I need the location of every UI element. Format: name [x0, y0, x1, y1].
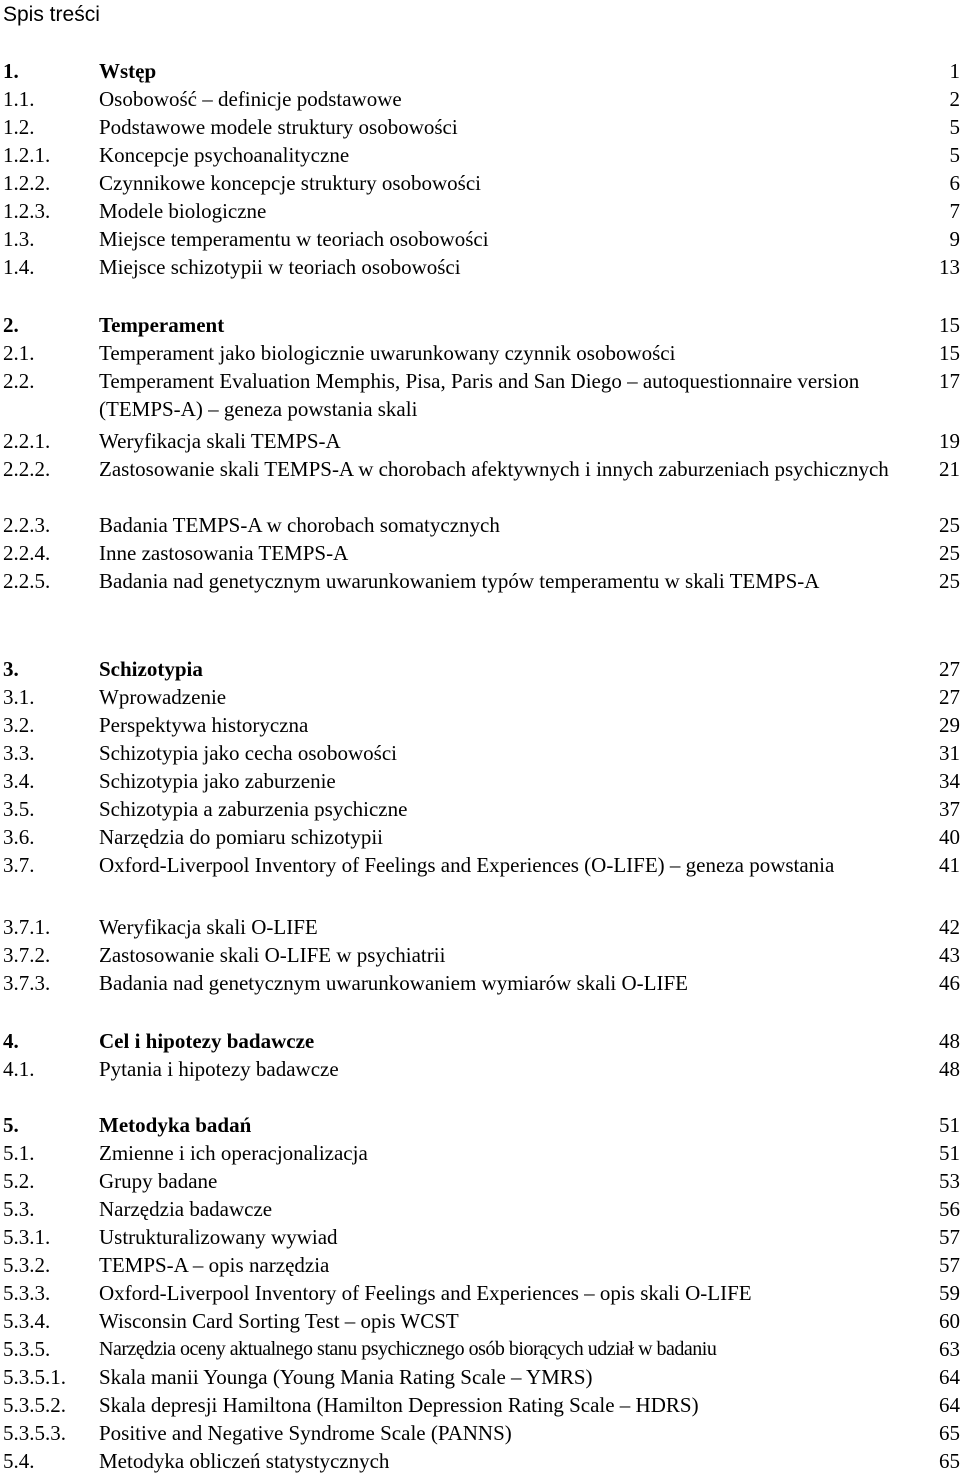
toc-entry-number: 5.3.3.: [3, 1281, 51, 1305]
toc-entry-title: Schizotypia jako zaburzenie: [99, 769, 336, 793]
toc-entry-page: 5: [949, 143, 960, 167]
toc-entry-page: 27: [939, 685, 960, 709]
toc-entry-page: 41: [939, 853, 960, 877]
toc-entry-page: 65: [939, 1421, 960, 1445]
toc-entry-number: 3.: [3, 657, 19, 681]
toc-entry-title: Weryfikacja skali TEMPS-A: [99, 429, 341, 453]
toc-entry-page: 42: [939, 915, 960, 939]
toc-entry-page: 5: [949, 115, 960, 139]
toc-entry-number: 2.2.2.: [3, 457, 51, 481]
toc-entry-page: 57: [939, 1225, 960, 1249]
toc-entry-number: 4.: [3, 1029, 19, 1053]
toc-entry-number: 2.2.: [3, 369, 35, 393]
toc-entry-number: 1.2.1.: [3, 143, 51, 167]
toc-entry-title: Osobowość – definicje podstawowe: [99, 87, 402, 111]
toc-entry-title: Zmienne i ich operacjonalizacja: [99, 1141, 368, 1165]
toc-entry-page: 29: [939, 713, 960, 737]
toc-entry-page: 40: [939, 825, 960, 849]
toc-entry-number: 5.4.: [3, 1449, 35, 1473]
toc-entry-title: Grupy badane: [99, 1169, 218, 1193]
toc-entry-title: Weryfikacja skali O-LIFE: [99, 915, 318, 939]
toc-entry-number: 2.1.: [3, 341, 35, 365]
toc-entry-title: Badania nad genetycznym uwarunkowaniem typów temperamentu w skali TEMPS-A: [99, 569, 820, 593]
toc-entry-number: 1.4.: [3, 255, 35, 279]
toc-entry-number: 3.3.: [3, 741, 35, 765]
toc-entry-number: 3.2.: [3, 713, 35, 737]
toc-entry-number: 5.3.5.1.: [3, 1365, 66, 1389]
toc-entry-title: Narzędzia oceny aktualnego stanu psychicznego osób biorących udział w badaniu: [99, 1338, 717, 1360]
toc-entry-title: Perspektywa historyczna: [99, 713, 309, 737]
toc-entry-page: 53: [939, 1169, 960, 1193]
toc-entry-page: 6: [949, 171, 960, 195]
toc-entry-number: 3.7.3.: [3, 971, 51, 995]
toc-entry-page: 37: [939, 797, 960, 821]
toc-entry-title: Inne zastosowania TEMPS-A: [99, 541, 349, 565]
toc-entry-title: Schizotypia: [99, 657, 203, 681]
toc-entry-page: 48: [939, 1057, 960, 1081]
toc-entry-page: 19: [939, 429, 960, 453]
toc-entry-page: 31: [939, 741, 960, 765]
toc-entry-number: 2.2.4.: [3, 541, 51, 565]
toc-entry-page: 63: [939, 1337, 960, 1361]
toc-entry-title: Cel i hipotezy badawcze: [99, 1029, 315, 1053]
toc-entry-number: 5.3.5.: [3, 1337, 51, 1361]
toc-entry-page: 25: [939, 513, 960, 537]
toc-entry-title: Metodyka badań: [99, 1113, 252, 1137]
toc-entry-title: Wprowadzenie: [99, 685, 227, 709]
toc-entry-title: Miejsce schizotypii w teoriach osobowości: [99, 255, 461, 279]
toc-entry-number: 3.6.: [3, 825, 35, 849]
toc-entry-number: 3.7.2.: [3, 943, 51, 967]
toc-entry-title: Temperament jako biologicznie uwarunkowany czynnik osobowości: [99, 341, 676, 365]
toc-entry-number: 1.2.3.: [3, 199, 51, 223]
toc-entry-title: Oxford-Liverpool Inventory of Feelings and Experiences – opis skali O-LIFE: [99, 1281, 752, 1305]
toc-entry-title: Oxford-Liverpool Inventory of Feelings and Experiences (O-LIFE) – geneza powstania: [99, 853, 835, 877]
toc-entry-page: 60: [939, 1309, 960, 1333]
toc-entry-page: 1: [949, 59, 960, 83]
toc-entry-page: 2: [949, 87, 960, 111]
toc-entry-number: 5.3.2.: [3, 1253, 51, 1277]
toc-entry-title: Schizotypia jako cecha osobowości: [99, 741, 397, 765]
toc-entry-page: 9: [949, 227, 960, 251]
toc-entry-number: 3.5.: [3, 797, 35, 821]
toc-entry-title: Temperament: [99, 313, 225, 337]
toc-entry-number: 5.3.4.: [3, 1309, 51, 1333]
toc-entry-title: Badania TEMPS-A w chorobach somatycznych: [99, 513, 500, 537]
toc-entry-number: 5.2.: [3, 1169, 35, 1193]
toc-entry-title: Koncepcje psychoanalityczne: [99, 143, 350, 167]
toc-entry-title: Schizotypia a zaburzenia psychiczne: [99, 797, 408, 821]
toc-entry-title: Metodyka obliczeń statystycznych: [99, 1449, 390, 1473]
toc-entry-page: 51: [939, 1113, 960, 1137]
toc-entry-page: 48: [939, 1029, 960, 1053]
toc-entry-title: Skala manii Younga (Young Mania Rating Scale – YMRS): [99, 1365, 593, 1389]
toc-entry-title: Skala depresji Hamiltona (Hamilton Depression Rating Scale – HDRS): [99, 1393, 699, 1417]
toc-entry-page: 64: [939, 1393, 960, 1417]
toc-entry-number: 1.: [3, 59, 19, 83]
toc-entry-number: 3.4.: [3, 769, 35, 793]
toc-entry-title: Ustrukturalizowany wywiad: [99, 1225, 338, 1249]
toc-entry-page: 34: [939, 769, 960, 793]
toc-entry-number: 1.2.2.: [3, 171, 51, 195]
toc-entry-number: 1.3.: [3, 227, 35, 251]
toc-entry-page: 15: [939, 341, 960, 365]
page-title: Spis treści: [3, 3, 100, 26]
toc-entry-page: 25: [939, 541, 960, 565]
toc-entry-page: 56: [939, 1197, 960, 1221]
toc-entry-page: 64: [939, 1365, 960, 1389]
toc-entry-number: 4.1.: [3, 1057, 35, 1081]
toc-entry-title: Zastosowanie skali TEMPS-A w chorobach afektywnych i innych zaburzeniach psychicznych: [99, 457, 889, 481]
toc-entry-title: Narzędzia badawcze: [99, 1197, 273, 1221]
toc-entry-number: 3.7.: [3, 853, 35, 877]
toc-entry-number: 2.2.3.: [3, 513, 51, 537]
toc-entry-title: Wisconsin Card Sorting Test – opis WCST: [99, 1309, 459, 1333]
toc-entry-title: Badania nad genetycznym uwarunkowaniem wymiarów skali O-LIFE: [99, 971, 688, 995]
toc-entry-page: 51: [939, 1141, 960, 1165]
toc-entry-number: 3.7.1.: [3, 915, 51, 939]
toc-entry-title: TEMPS-A – opis narzędzia: [99, 1253, 330, 1277]
toc-entry-page: 57: [939, 1253, 960, 1277]
toc-entry-number: 5.3.1.: [3, 1225, 51, 1249]
toc-entry-number: 3.1.: [3, 685, 35, 709]
toc-entry-page: 43: [939, 943, 960, 967]
toc-entry-number: 1.1.: [3, 87, 35, 111]
toc-entry-page: 59: [939, 1281, 960, 1305]
toc-entry-page: 46: [939, 971, 960, 995]
toc-entry-page: 27: [939, 657, 960, 681]
toc-entry-page: 7: [949, 199, 960, 223]
toc-entry-title: Czynnikowe koncepcje struktury osobowości: [99, 171, 482, 195]
toc-entry-title: Modele biologiczne: [99, 199, 267, 223]
toc-entry-number: 5.3.5.2.: [3, 1393, 66, 1417]
toc-entry-title: Temperament Evaluation Memphis, Pisa, Paris and San Diego – autoquestionnaire version (TEMPS-A) – geneza powstania skali: [99, 369, 860, 421]
toc-entry-number: 5.3.5.3.: [3, 1421, 66, 1445]
toc-entry-number: 2.2.1.: [3, 429, 51, 453]
toc-entry-title: Pytania i hipotezy badawcze: [99, 1057, 339, 1081]
toc-entry-title: Narzędzia do pomiaru schizotypii: [99, 825, 383, 849]
toc-entry-number: 1.2.: [3, 115, 35, 139]
toc-entry-page: 21: [939, 457, 960, 481]
toc-entry-number: 5.1.: [3, 1141, 35, 1165]
toc-entry-page: 65: [939, 1449, 960, 1473]
toc-entry-title: Podstawowe modele struktury osobowości: [99, 115, 458, 139]
toc-entry-page: 17: [939, 369, 960, 393]
toc-entry-title: Positive and Negative Syndrome Scale (PANNS): [99, 1421, 512, 1445]
toc-entry-page: 15: [939, 313, 960, 337]
toc-entry-number: 5.: [3, 1113, 19, 1137]
toc-entry-title: Zastosowanie skali O-LIFE w psychiatrii: [99, 943, 446, 967]
toc-entry-title: Miejsce temperamentu w teoriach osobowości: [99, 227, 489, 251]
toc-entry-number: 5.3.: [3, 1197, 35, 1221]
toc-entry-title: Wstęp: [99, 59, 157, 83]
toc-entry-number: 2.2.5.: [3, 569, 51, 593]
toc-entry-number: 2.: [3, 313, 19, 337]
toc-entry-page: 13: [939, 255, 960, 279]
toc-entry-page: 25: [939, 569, 960, 593]
